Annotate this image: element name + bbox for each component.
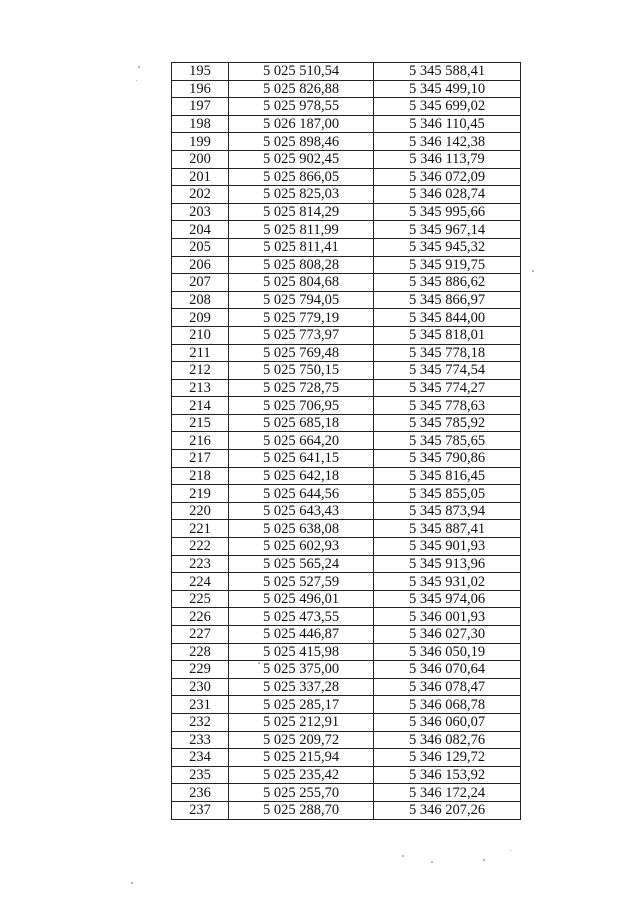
table-row bbox=[172, 168, 521, 186]
scan-speck bbox=[138, 66, 140, 68]
y-coordinate-cell: 5 345 778,63 bbox=[374, 397, 521, 415]
y-coordinate-cell: 5 346 070,64 bbox=[374, 661, 521, 679]
point-number-cell: 225 bbox=[172, 590, 229, 608]
point-number-cell: 205 bbox=[172, 238, 229, 256]
scan-speck bbox=[136, 80, 137, 81]
table-row bbox=[172, 150, 521, 168]
point-number-cell: 223 bbox=[172, 555, 229, 573]
table-row bbox=[172, 590, 521, 608]
y-coordinate-cell: 5 346 207,26 bbox=[374, 801, 521, 819]
x-coordinate-cell: 5 025 750,15 bbox=[229, 362, 374, 380]
y-coordinate-cell: 5 345 873,94 bbox=[374, 502, 521, 520]
point-number-cell: 218 bbox=[172, 467, 229, 485]
point-number-cell: 197 bbox=[172, 98, 229, 116]
x-coordinate-cell: 5 025 811,99 bbox=[229, 221, 374, 239]
y-coordinate-cell: 5 345 699,02 bbox=[374, 98, 521, 116]
x-coordinate-cell: 5 025 811,41 bbox=[229, 238, 374, 256]
x-coordinate-cell: 5 025 446,87 bbox=[229, 626, 374, 644]
x-coordinate-cell: 5 025 773,97 bbox=[229, 326, 374, 344]
x-coordinate-cell: 5 025 209,72 bbox=[229, 731, 374, 749]
table-row bbox=[172, 379, 521, 397]
point-number-cell: 196 bbox=[172, 80, 229, 98]
point-number-cell: 217 bbox=[172, 450, 229, 468]
x-coordinate-cell: 5 025 804,68 bbox=[229, 274, 374, 292]
table-row bbox=[172, 485, 521, 503]
table-row bbox=[172, 520, 521, 538]
y-coordinate-cell: 5 346 001,93 bbox=[374, 608, 521, 626]
point-number-cell: 201 bbox=[172, 168, 229, 186]
x-coordinate-cell: 5 025 978,55 bbox=[229, 98, 374, 116]
y-coordinate-cell: 5 345 967,14 bbox=[374, 221, 521, 239]
x-coordinate-cell: 5 025 728,75 bbox=[229, 379, 374, 397]
x-coordinate-cell: 5 025 235,42 bbox=[229, 766, 374, 784]
y-coordinate-cell: 5 345 790,86 bbox=[374, 450, 521, 468]
point-number-cell: 237 bbox=[172, 801, 229, 819]
table-row bbox=[172, 133, 521, 151]
point-number-cell: 206 bbox=[172, 256, 229, 274]
table-row bbox=[172, 362, 521, 380]
x-coordinate-cell: 5 025 215,94 bbox=[229, 749, 374, 767]
table-row bbox=[172, 713, 521, 731]
point-number-cell: 231 bbox=[172, 696, 229, 714]
x-coordinate-cell: 5 025 496,01 bbox=[229, 590, 374, 608]
y-coordinate-cell: 5 345 778,18 bbox=[374, 344, 521, 362]
point-number-cell: 227 bbox=[172, 626, 229, 644]
scan-speck bbox=[510, 850, 511, 851]
point-number-cell: 226 bbox=[172, 608, 229, 626]
table-row bbox=[172, 749, 521, 767]
table-row bbox=[172, 221, 521, 239]
table-row bbox=[172, 414, 521, 432]
x-coordinate-cell: 5 025 638,08 bbox=[229, 520, 374, 538]
y-coordinate-cell: 5 345 974,06 bbox=[374, 590, 521, 608]
y-coordinate-cell: 5 346 050,19 bbox=[374, 643, 521, 661]
y-coordinate-cell: 5 345 995,66 bbox=[374, 203, 521, 221]
y-coordinate-cell: 5 345 774,54 bbox=[374, 362, 521, 380]
x-coordinate-cell: 5 025 642,18 bbox=[229, 467, 374, 485]
table-row bbox=[172, 538, 521, 556]
point-number-cell: 211 bbox=[172, 344, 229, 362]
y-coordinate-cell: 5 345 774,27 bbox=[374, 379, 521, 397]
table-row bbox=[172, 766, 521, 784]
x-coordinate-cell: 5 025 664,20 bbox=[229, 432, 374, 450]
table-row bbox=[172, 696, 521, 714]
table-row bbox=[172, 309, 521, 327]
table-row bbox=[172, 256, 521, 274]
y-coordinate-cell: 5 346 113,79 bbox=[374, 150, 521, 168]
x-coordinate-cell: 5 025 212,91 bbox=[229, 713, 374, 731]
table-row bbox=[172, 397, 521, 415]
y-coordinate-cell: 5 345 887,41 bbox=[374, 520, 521, 538]
point-number-cell: 228 bbox=[172, 643, 229, 661]
table-row bbox=[172, 731, 521, 749]
point-number-cell: 208 bbox=[172, 291, 229, 309]
scan-speck bbox=[431, 861, 433, 863]
y-coordinate-cell: 5 346 072,09 bbox=[374, 168, 521, 186]
x-coordinate-cell: 5 025 706,95 bbox=[229, 397, 374, 415]
point-number-cell: 199 bbox=[172, 133, 229, 151]
point-number-cell: 219 bbox=[172, 485, 229, 503]
point-number-cell: 234 bbox=[172, 749, 229, 767]
table-row bbox=[172, 432, 521, 450]
y-coordinate-cell: 5 346 110,45 bbox=[374, 115, 521, 133]
x-coordinate-cell: 5 025 375,00 bbox=[229, 661, 374, 679]
point-number-cell: 207 bbox=[172, 274, 229, 292]
table-row bbox=[172, 80, 521, 98]
y-coordinate-cell: 5 346 082,76 bbox=[374, 731, 521, 749]
x-coordinate-cell: 5 025 814,29 bbox=[229, 203, 374, 221]
table-row bbox=[172, 344, 521, 362]
x-coordinate-cell: 5 025 565,24 bbox=[229, 555, 374, 573]
table-row bbox=[172, 502, 521, 520]
x-coordinate-cell: 5 025 255,70 bbox=[229, 784, 374, 802]
point-number-cell: 212 bbox=[172, 362, 229, 380]
point-number-cell: 195 bbox=[172, 63, 229, 81]
y-coordinate-cell: 5 345 866,97 bbox=[374, 291, 521, 309]
x-coordinate-cell: 5 025 685,18 bbox=[229, 414, 374, 432]
table-row bbox=[172, 555, 521, 573]
x-coordinate-cell: 5 025 769,48 bbox=[229, 344, 374, 362]
table-row bbox=[172, 291, 521, 309]
table-row bbox=[172, 98, 521, 116]
table-row bbox=[172, 274, 521, 292]
point-number-cell: 235 bbox=[172, 766, 229, 784]
table-row bbox=[172, 573, 521, 591]
scan-speck bbox=[483, 859, 485, 861]
point-number-cell: 236 bbox=[172, 784, 229, 802]
point-number-cell: 232 bbox=[172, 713, 229, 731]
x-coordinate-cell: 5 026 187,00 bbox=[229, 115, 374, 133]
table-row bbox=[172, 678, 521, 696]
x-coordinate-cell: 5 025 643,43 bbox=[229, 502, 374, 520]
table-row bbox=[172, 186, 521, 204]
table-row bbox=[172, 467, 521, 485]
point-number-cell: 215 bbox=[172, 414, 229, 432]
point-number-cell: 204 bbox=[172, 221, 229, 239]
y-coordinate-cell: 5 346 153,92 bbox=[374, 766, 521, 784]
table-row bbox=[172, 203, 521, 221]
x-coordinate-cell: 5 025 641,15 bbox=[229, 450, 374, 468]
point-number-cell: 221 bbox=[172, 520, 229, 538]
y-coordinate-cell: 5 346 068,78 bbox=[374, 696, 521, 714]
x-coordinate-cell: 5 025 826,88 bbox=[229, 80, 374, 98]
y-coordinate-cell: 5 346 027,30 bbox=[374, 626, 521, 644]
x-coordinate-cell: 5 025 644,56 bbox=[229, 485, 374, 503]
y-coordinate-cell: 5 345 931,02 bbox=[374, 573, 521, 591]
y-coordinate-cell: 5 345 901,93 bbox=[374, 538, 521, 556]
y-coordinate-cell: 5 345 945,32 bbox=[374, 238, 521, 256]
x-coordinate-cell: 5 025 808,28 bbox=[229, 256, 374, 274]
y-coordinate-cell: 5 345 816,45 bbox=[374, 467, 521, 485]
x-coordinate-cell: 5 025 794,05 bbox=[229, 291, 374, 309]
x-coordinate-cell: 5 025 285,17 bbox=[229, 696, 374, 714]
coordinates-table-body bbox=[172, 63, 521, 820]
y-coordinate-cell: 5 345 785,92 bbox=[374, 414, 521, 432]
table-row bbox=[172, 784, 521, 802]
table-row bbox=[172, 450, 521, 468]
x-coordinate-cell: 5 025 288,70 bbox=[229, 801, 374, 819]
point-number-cell: 220 bbox=[172, 502, 229, 520]
x-coordinate-cell: 5 025 337,28 bbox=[229, 678, 374, 696]
x-coordinate-cell: 5 025 902,45 bbox=[229, 150, 374, 168]
scan-speck bbox=[258, 662, 260, 664]
point-number-cell: 213 bbox=[172, 379, 229, 397]
point-number-cell: 233 bbox=[172, 731, 229, 749]
x-coordinate-cell: 5 025 510,54 bbox=[229, 63, 374, 81]
point-number-cell: 210 bbox=[172, 326, 229, 344]
y-coordinate-cell: 5 345 919,75 bbox=[374, 256, 521, 274]
point-number-cell: 202 bbox=[172, 186, 229, 204]
y-coordinate-cell: 5 346 129,72 bbox=[374, 749, 521, 767]
y-coordinate-cell: 5 346 142,38 bbox=[374, 133, 521, 151]
y-coordinate-cell: 5 346 028,74 bbox=[374, 186, 521, 204]
y-coordinate-cell: 5 345 855,05 bbox=[374, 485, 521, 503]
point-number-cell: 230 bbox=[172, 678, 229, 696]
y-coordinate-cell: 5 345 844,00 bbox=[374, 309, 521, 327]
point-number-cell: 214 bbox=[172, 397, 229, 415]
point-number-cell: 200 bbox=[172, 150, 229, 168]
point-number-cell: 209 bbox=[172, 309, 229, 327]
point-number-cell: 203 bbox=[172, 203, 229, 221]
point-number-cell: 198 bbox=[172, 115, 229, 133]
scan-speck bbox=[402, 855, 404, 857]
point-number-cell: 224 bbox=[172, 573, 229, 591]
y-coordinate-cell: 5 346 078,47 bbox=[374, 678, 521, 696]
x-coordinate-cell: 5 025 473,55 bbox=[229, 608, 374, 626]
table-row bbox=[172, 326, 521, 344]
y-coordinate-cell: 5 345 499,10 bbox=[374, 80, 521, 98]
table-row bbox=[172, 608, 521, 626]
point-number-cell: 222 bbox=[172, 538, 229, 556]
y-coordinate-cell: 5 345 588,41 bbox=[374, 63, 521, 81]
x-coordinate-cell: 5 025 527,59 bbox=[229, 573, 374, 591]
point-number-cell: 216 bbox=[172, 432, 229, 450]
table-row bbox=[172, 801, 521, 819]
table-row bbox=[172, 626, 521, 644]
scan-speck bbox=[131, 882, 133, 884]
scan-speck bbox=[532, 270, 534, 272]
y-coordinate-cell: 5 345 886,62 bbox=[374, 274, 521, 292]
x-coordinate-cell: 5 025 898,46 bbox=[229, 133, 374, 151]
table-row bbox=[172, 661, 521, 679]
coordinates-table bbox=[171, 62, 521, 820]
table-row bbox=[172, 63, 521, 81]
x-coordinate-cell: 5 025 866,05 bbox=[229, 168, 374, 186]
y-coordinate-cell: 5 345 913,96 bbox=[374, 555, 521, 573]
y-coordinate-cell: 5 346 172,24 bbox=[374, 784, 521, 802]
y-coordinate-cell: 5 345 818,01 bbox=[374, 326, 521, 344]
point-number-cell: 229 bbox=[172, 661, 229, 679]
table-row bbox=[172, 643, 521, 661]
x-coordinate-cell: 5 025 779,19 bbox=[229, 309, 374, 327]
table-row bbox=[172, 238, 521, 256]
table-row bbox=[172, 115, 521, 133]
y-coordinate-cell: 5 346 060,07 bbox=[374, 713, 521, 731]
x-coordinate-cell: 5 025 825,03 bbox=[229, 186, 374, 204]
x-coordinate-cell: 5 025 602,93 bbox=[229, 538, 374, 556]
y-coordinate-cell: 5 345 785,65 bbox=[374, 432, 521, 450]
x-coordinate-cell: 5 025 415,98 bbox=[229, 643, 374, 661]
